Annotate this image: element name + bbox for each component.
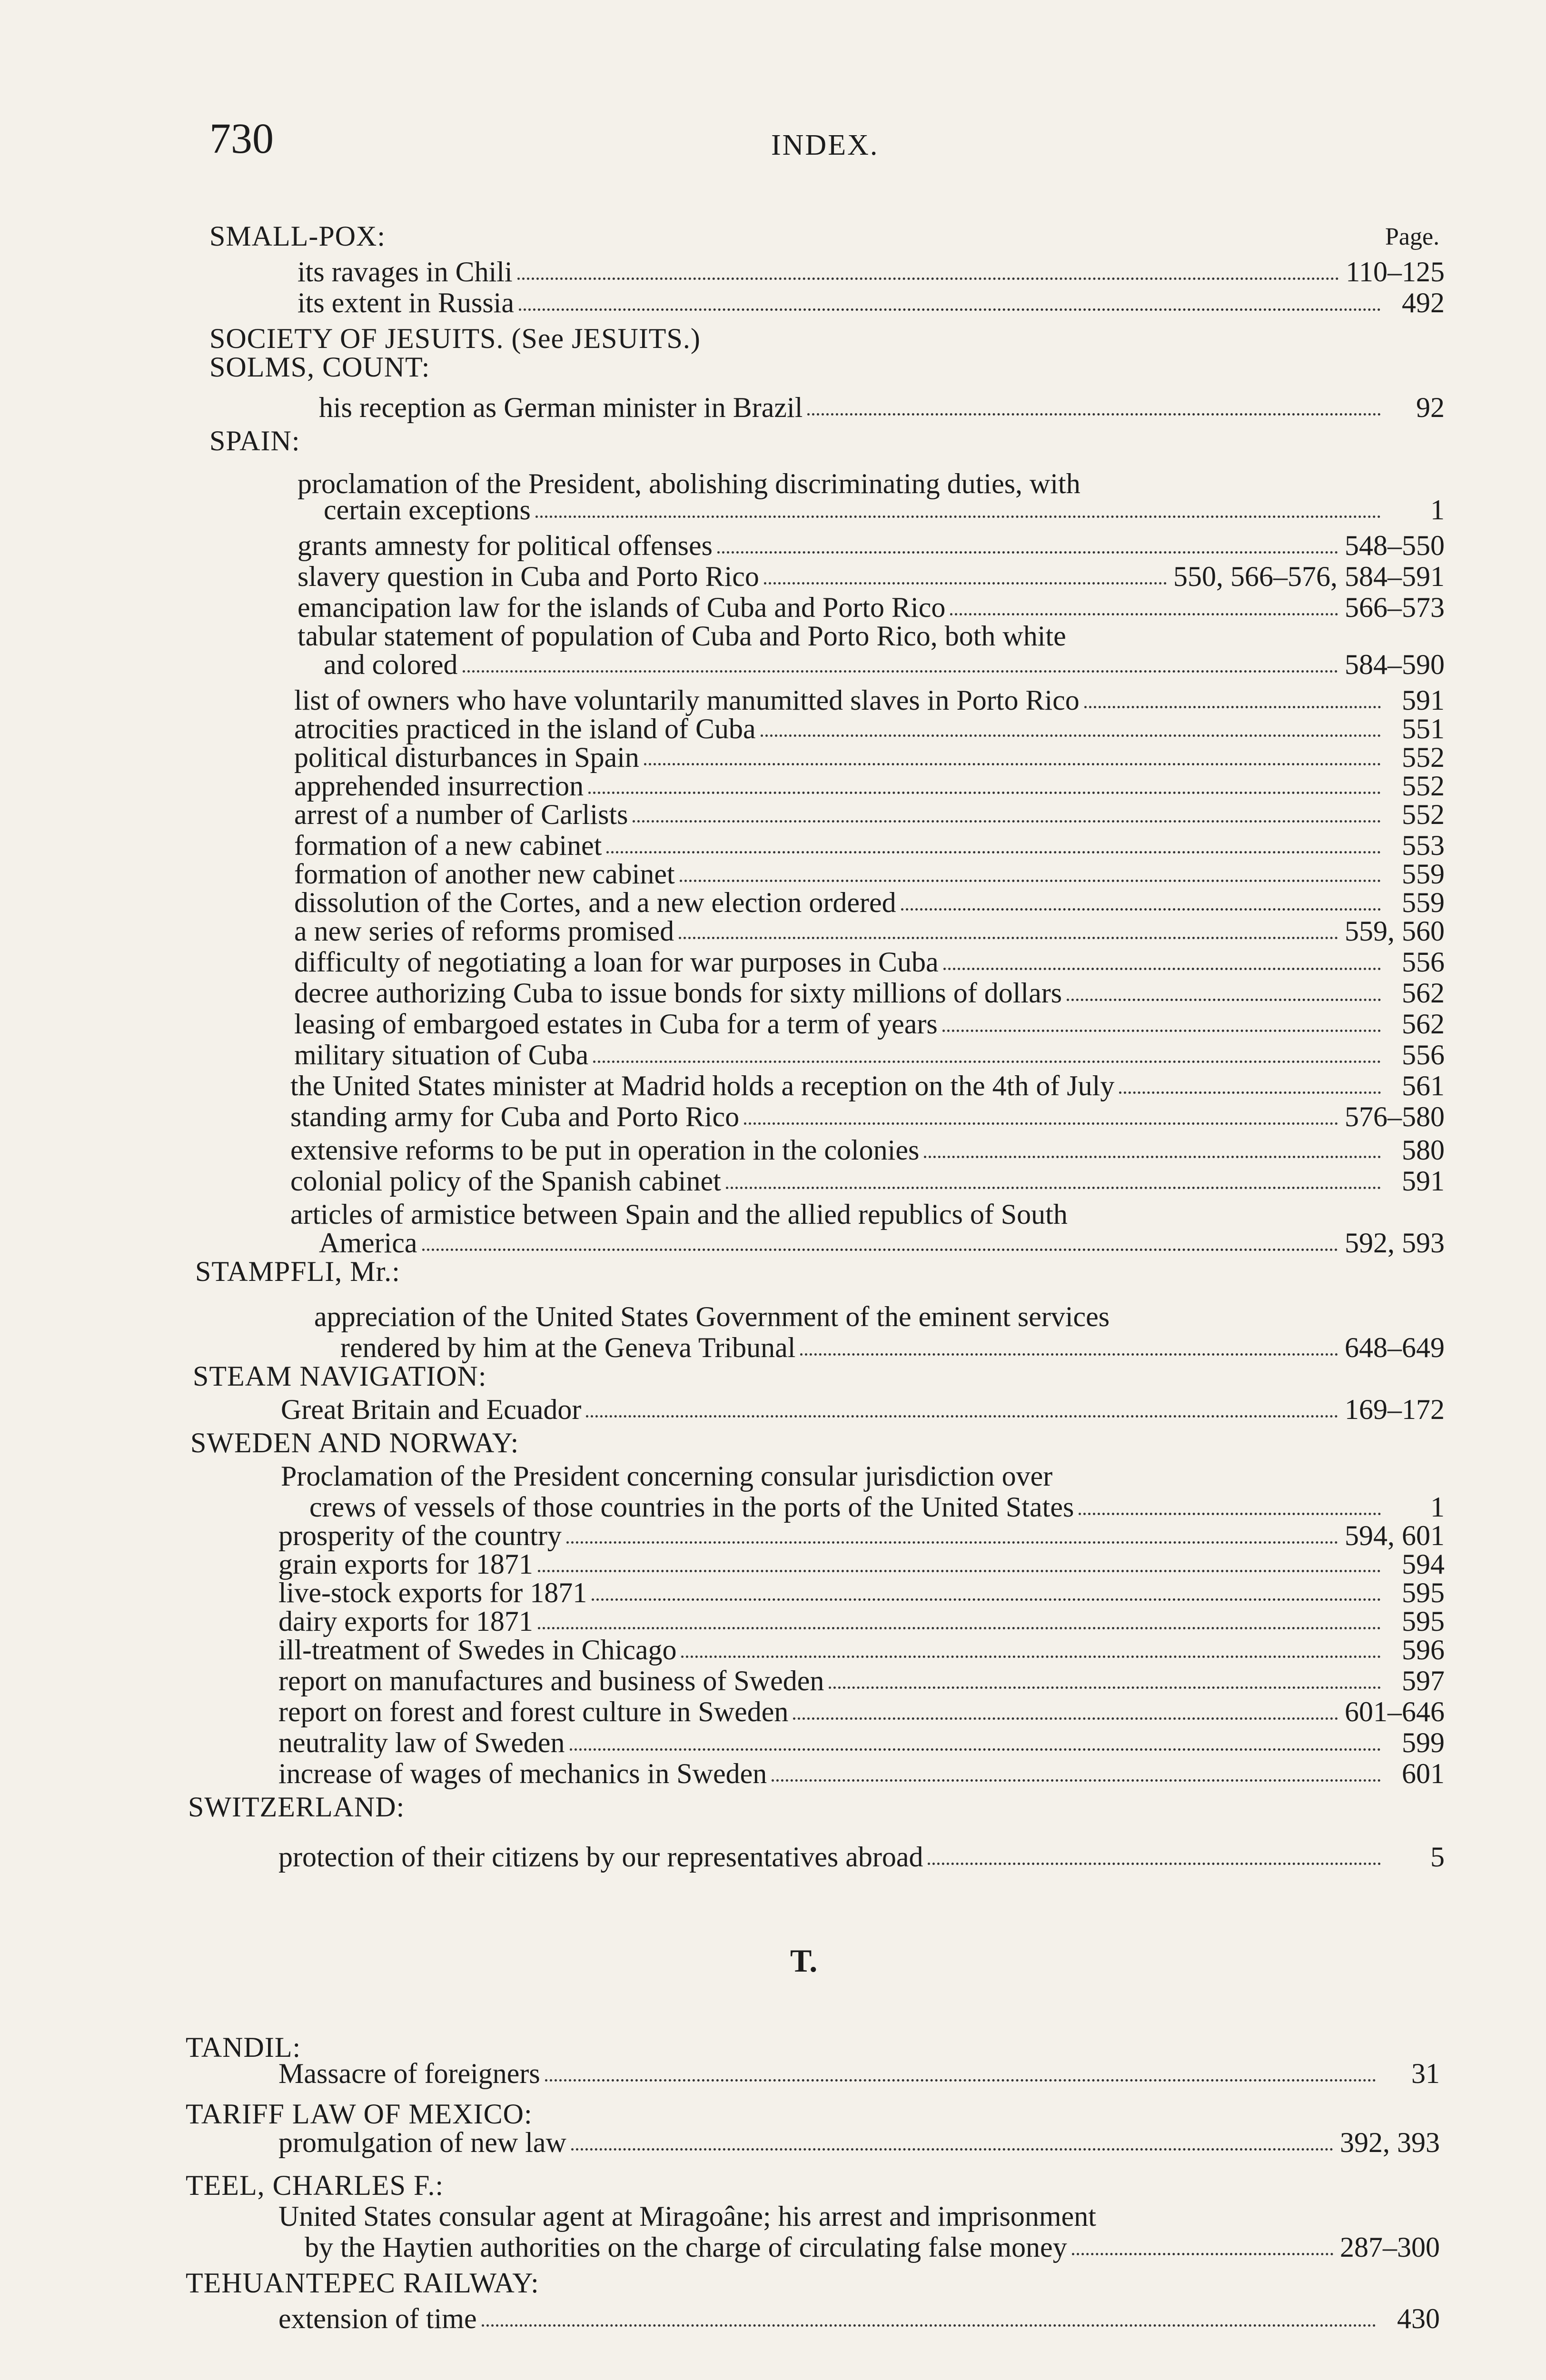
dot-leader	[793, 1717, 1338, 1720]
entry-text: and colored	[324, 649, 458, 680]
dot-leader	[829, 1686, 1381, 1689]
section-letter: T.	[790, 1943, 818, 1979]
entry-line: articles of armistice between Spain and the allied republics of South	[290, 1199, 1068, 1230]
dot-leader	[538, 1627, 1381, 1629]
index-entry	[294, 1009, 1445, 1039]
entry-text: extension of time	[278, 2303, 477, 2334]
index-entry	[294, 1040, 1445, 1070]
entry-text: ill-treatment of Swedes in Chicago	[278, 1634, 677, 1666]
entry-page: 595	[1402, 1606, 1445, 1637]
entry-page: 561	[1402, 1070, 1445, 1101]
entry-text: certain exceptions	[324, 494, 531, 526]
entry-page: 552	[1402, 742, 1445, 773]
dot-leader	[519, 308, 1381, 311]
entry-page: 552	[1402, 799, 1445, 830]
entry-text: his reception as German minister in Brazil	[319, 392, 803, 423]
dot-leader	[679, 937, 1338, 939]
heading-jesuits: SOCIETY OF JESUITS. (See JESUITS.)	[209, 323, 701, 354]
entry-page: 595	[1402, 1577, 1445, 1608]
dot-leader	[950, 613, 1338, 615]
entry-page: 548–550	[1345, 530, 1445, 561]
index-entry	[278, 1759, 1445, 1788]
index-entry	[278, 1697, 1445, 1726]
entry-page: 559	[1402, 887, 1445, 918]
entry-line: proclamation of the President, abolishing discriminating duties, with	[297, 468, 1080, 499]
entry-page: 169–172	[1345, 1394, 1445, 1425]
entry-page: 594, 601	[1345, 1520, 1445, 1551]
dot-leader	[772, 1779, 1381, 1782]
dot-leader	[1072, 2253, 1333, 2255]
entry-page: 559, 560	[1345, 915, 1445, 947]
heading-steam-navigation: STEAM NAVIGATION:	[193, 1360, 487, 1392]
entry-text: report on forest and forest culture in Sweden	[278, 1696, 789, 1727]
dot-leader	[571, 2148, 1333, 2151]
dot-leader	[1119, 1091, 1381, 1094]
index-entry	[340, 1333, 1445, 1362]
entry-page: 594	[1402, 1548, 1445, 1580]
dot-leader	[1079, 1513, 1381, 1515]
heading-smallpox: SMALL-POX:	[209, 220, 386, 252]
entry-page: 596	[1402, 1634, 1445, 1666]
dot-leader	[1067, 999, 1381, 1001]
index-entry	[294, 831, 1445, 860]
entry-page: 592, 593	[1345, 1227, 1445, 1259]
index-entry	[278, 2059, 1440, 2088]
entry-page: 566–573	[1345, 592, 1445, 623]
entry-text: increase of wages of mechanics in Sweden	[278, 1758, 767, 1789]
dot-leader	[800, 1353, 1338, 1356]
entry-text: its ravages in Chili	[297, 256, 513, 288]
index-entry	[290, 1166, 1445, 1196]
entry-page: 31	[1411, 2058, 1440, 2089]
index-entry	[294, 978, 1445, 1008]
heading-sweden-norway: SWEDEN AND NORWAY:	[190, 1427, 519, 1458]
index-entry	[309, 1492, 1445, 1522]
index-entry	[278, 2304, 1440, 2333]
entry-text: dairy exports for 1871	[278, 1606, 533, 1637]
entry-text: formation of a new cabinet	[294, 830, 602, 861]
entry-page: 287–300	[1340, 2231, 1440, 2263]
dot-leader	[924, 1156, 1381, 1158]
heading-stampfli: STAMPFLI, Mr.:	[195, 1256, 400, 1287]
dot-leader	[422, 1249, 1338, 1251]
entry-page: 562	[1402, 1008, 1445, 1040]
dot-leader	[807, 413, 1381, 416]
entry-page: 559	[1402, 858, 1445, 890]
index-entry	[324, 495, 1445, 525]
entry-text: America	[319, 1227, 417, 1259]
dot-leader	[570, 1748, 1381, 1751]
entry-page: 562	[1402, 977, 1445, 1009]
index-entry	[290, 1102, 1445, 1131]
index-entry	[278, 1635, 1445, 1665]
entry-text: dissolution of the Cortes, and a new election ordered	[294, 887, 896, 918]
heading-tehuantepec: TEHUANTEPEC RAILWAY:	[186, 2267, 539, 2299]
dot-leader	[761, 734, 1381, 737]
entry-page: 553	[1402, 830, 1445, 861]
dot-leader	[744, 1122, 1338, 1125]
entry-page: 556	[1402, 1039, 1445, 1071]
index-entry	[290, 1071, 1445, 1101]
index-entry	[297, 593, 1445, 622]
entry-text: prosperity of the country	[278, 1520, 562, 1551]
entry-text: political disturbances in Spain	[294, 742, 639, 773]
index-entry	[297, 257, 1445, 287]
index-entry	[294, 859, 1445, 889]
running-head: INDEX.	[771, 129, 879, 161]
index-entry	[319, 1228, 1445, 1258]
entry-page: 550, 566–576, 584–591	[1173, 561, 1445, 592]
dot-leader	[680, 880, 1381, 882]
entry-text: a new series of reforms promised	[294, 915, 674, 947]
dot-leader	[1084, 706, 1381, 708]
dot-leader	[463, 670, 1338, 673]
entry-text: arrest of a number of Carlists	[294, 799, 628, 830]
index-entry	[294, 685, 1445, 715]
entry-text: Massacre of foreigners	[278, 2058, 540, 2089]
entry-text: by the Haytien authorities on the charge of circulating false money	[305, 2231, 1067, 2263]
index-entry	[278, 1606, 1445, 1636]
entry-page: 597	[1402, 1665, 1445, 1696]
entry-page: 601–646	[1345, 1696, 1445, 1727]
dot-leader	[593, 1061, 1381, 1063]
index-entry	[294, 743, 1445, 772]
entry-text: difficulty of negotiating a loan for war purposes in Cuba	[294, 946, 939, 978]
page-column-label: Page.	[1385, 223, 1440, 250]
entry-page: 1	[1430, 1491, 1445, 1523]
entry-text: the United States minister at Madrid holds a reception on the 4th of July	[290, 1070, 1115, 1101]
index-entry	[297, 562, 1445, 591]
index-entry	[294, 947, 1445, 977]
index-entry	[278, 1728, 1445, 1757]
entry-text: apprehended insurrection	[294, 770, 584, 802]
index-entry	[278, 1842, 1445, 1872]
entry-page: 110–125	[1346, 256, 1445, 288]
entry-line: appreciation of the United States Government of the eminent services	[314, 1301, 1110, 1332]
index-entry	[278, 1578, 1445, 1607]
index-entry	[294, 800, 1445, 829]
heading-tariff-law: TARIFF LAW OF MEXICO:	[186, 2098, 533, 2130]
entry-text: its extent in Russia	[297, 287, 514, 318]
entry-line: Proclamation of the President concerning consular jurisdiction over	[281, 1460, 1053, 1492]
entry-page: 92	[1416, 392, 1445, 423]
index-entry	[294, 771, 1445, 801]
entry-page: 584–590	[1345, 649, 1445, 680]
dot-leader	[586, 1415, 1338, 1418]
dot-leader	[592, 1598, 1381, 1601]
entry-page: 556	[1402, 946, 1445, 978]
heading-spain: SPAIN:	[209, 425, 300, 456]
entry-text: emancipation law for the islands of Cuba and Porto Rico	[297, 592, 946, 623]
dot-leader	[764, 582, 1167, 585]
index-entry	[305, 2232, 1440, 2262]
page-number: 730	[209, 115, 274, 162]
dot-leader	[717, 551, 1338, 554]
entry-text: grants amnesty for political offenses	[297, 530, 713, 561]
entry-text: report on manufactures and business of Sweden	[278, 1665, 824, 1696]
entry-page: 576–580	[1345, 1101, 1445, 1132]
entry-page: 492	[1402, 287, 1445, 318]
dot-leader	[517, 278, 1339, 280]
dot-leader	[535, 516, 1381, 518]
dot-leader	[588, 792, 1381, 794]
entry-page: 580	[1402, 1134, 1445, 1166]
entry-page: 599	[1402, 1727, 1445, 1758]
entry-text: standing army for Cuba and Porto Rico	[290, 1101, 740, 1132]
entry-text: leasing of embargoed estates in Cuba for a term of years	[294, 1008, 938, 1040]
index-entry	[278, 1666, 1445, 1696]
heading-tandil: TANDIL:	[186, 2032, 301, 2063]
entry-text: slavery question in Cuba and Porto Rico	[297, 561, 759, 592]
entry-text: atrocities practiced in the island of Cuba	[294, 713, 756, 744]
index-entry	[297, 531, 1445, 560]
entry-page: 648–649	[1345, 1332, 1445, 1363]
dot-leader	[606, 851, 1381, 853]
entry-page: 591	[1402, 1165, 1445, 1197]
entry-page: 392, 393	[1340, 2127, 1440, 2158]
entry-text: military situation of Cuba	[294, 1039, 589, 1071]
entry-text: grain exports for 1871	[278, 1548, 533, 1580]
entry-text: colonial policy of the Spanish cabinet	[290, 1165, 721, 1197]
heading-switzerland: SWITZERLAND:	[188, 1791, 405, 1823]
entry-text: Great Britain and Ecuador	[281, 1394, 582, 1425]
dot-leader	[644, 763, 1381, 765]
dot-leader	[538, 1570, 1381, 1572]
entry-page: 552	[1402, 770, 1445, 802]
entry-text: promulgation of new law	[278, 2127, 566, 2158]
dot-leader	[633, 820, 1381, 823]
entry-text: protection of their citizens by our representatives abroad	[278, 1841, 923, 1873]
index-entry	[281, 1395, 1445, 1424]
entry-line: tabular statement of population of Cuba and Porto Rico, both white	[297, 620, 1066, 652]
dot-leader	[943, 968, 1381, 970]
entry-text: crews of vessels of those countries in the ports of the United States	[309, 1491, 1074, 1523]
entry-text: extensive reforms to be put in operation in the colonies	[290, 1134, 920, 1166]
entry-page: 1	[1430, 494, 1445, 526]
index-entry	[319, 393, 1445, 422]
entry-page: 430	[1397, 2303, 1440, 2334]
entry-page: 551	[1402, 713, 1445, 744]
entry-line: United States consular agent at Miragoâne; his arrest and imprisonment	[278, 2201, 1096, 2232]
entry-page: 591	[1402, 684, 1445, 716]
dot-leader	[726, 1187, 1381, 1189]
dot-leader	[566, 1541, 1338, 1544]
entry-text: neutrality law of Sweden	[278, 1727, 565, 1758]
entry-text: list of owners who have voluntarily manumitted slaves in Porto Rico	[294, 684, 1080, 716]
dot-leader	[901, 908, 1381, 911]
index-entry	[294, 714, 1445, 744]
index-entry	[278, 2128, 1440, 2157]
index-entry	[294, 888, 1445, 917]
dot-leader	[482, 2324, 1376, 2327]
index-entry	[324, 650, 1445, 679]
dot-leader	[942, 1030, 1381, 1032]
entry-text: decree authorizing Cuba to issue bonds for sixty millions of dollars	[294, 977, 1062, 1009]
entry-page: 5	[1430, 1841, 1445, 1873]
index-entry	[294, 916, 1445, 946]
heading-solms: SOLMS, COUNT:	[209, 351, 430, 383]
dot-leader	[545, 2079, 1376, 2082]
entry-text: rendered by him at the Geneva Tribunal	[340, 1332, 796, 1363]
entry-page: 601	[1402, 1758, 1445, 1789]
heading-teel: TEEL, CHARLES F.:	[186, 2170, 444, 2201]
dot-leader	[681, 1656, 1381, 1658]
entry-text: live-stock exports for 1871	[278, 1577, 587, 1608]
index-entry	[297, 288, 1445, 317]
index-entry	[278, 1521, 1445, 1550]
index-entry	[278, 1549, 1445, 1579]
entry-text: formation of another new cabinet	[294, 858, 675, 890]
index-entry	[290, 1135, 1445, 1165]
dot-leader	[928, 1863, 1381, 1865]
